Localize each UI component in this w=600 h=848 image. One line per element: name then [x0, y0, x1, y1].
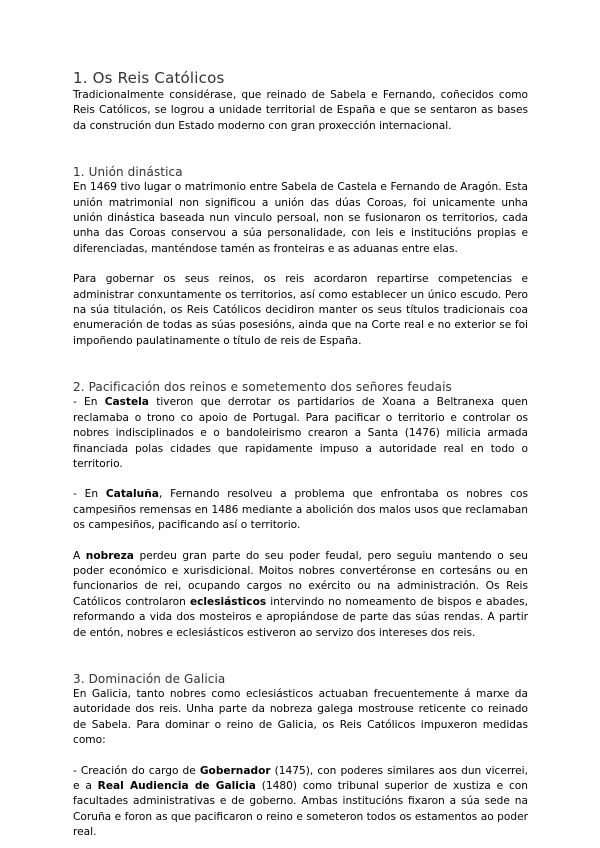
section-heading-union-dinastica: 1. Unión dinástica — [73, 165, 183, 180]
paragraph-nobreza: A nobreza perdeu gran parte do seu poder feudal, pero seguiu mantendo o seu poder económico e xurisdicional. Moitos nobres convertéronse en cortesáns ou en funcionarios de rei, ocupando cargos no exército ou na administración. Os Reis Católicos controlaron eclesiásticos intervindo no nomeamento de bispos e abades, reformando a vida dos mosteiros e apropiándose de parte das súas rendas. A partir de entón, nobres e eclesiásticos estiveron ao servizo dos intereses dos reis. — [73, 549, 528, 639]
bold-cataluna: Cataluña — [105, 488, 159, 501]
section-heading-dominacion-galicia: 3. Dominación de Galicia — [73, 671, 226, 686]
paragraph-cataluna: - En Cataluña, Fernando resolveu a problema que enfrontaba os nobres cos campesiños remensas en 1486 mediante a abolición dos malos usos que reclamaban os campesiños, pacificando así o territorio. — [73, 488, 528, 532]
paragraph-union-2: Para gobernar os seus reinos, os reis acordaron repartirse competencias e administrar conxuntamente os territorios, así como establecer un único escudo. Pero na súa titulación, os Reis Católicos decidiron manter os seus títulos tradicionais coa enumeración de todas as súas posesións, ainda que na Corte real e no exterior se foi impoñendo paulatinamente o título de reis de España. — [73, 273, 528, 347]
bold-real-audiencia: Real Audiencia de Galicia — [97, 780, 256, 792]
bold-castela: Castela — [104, 396, 149, 409]
paragraph-galicia-1: En Galicia, tanto nobres como eclesiásticos actuaban frecuentemente á marxe da autoridade dos reis. Unha parte da nobreza galega mostrouse reticente co reinado de Sabela. Para dominar o reino de Galicia, os Reis Católicos impuxeron medidas como: — [73, 687, 528, 747]
section-heading-pacificacion: 2. Pacificación dos reinos e sometemento dos señores feudais — [73, 380, 452, 395]
bold-eclesiasticos: eclesiásticos — [189, 595, 267, 608]
section-heading-reis-catolicos: 1. Os Reis Católicos — [73, 69, 225, 87]
paragraph-castela: - En Castela tiveron que derrotar os partidarios de Xoana a Beltranexa quen reclamaba o trono co apoio de Portugal. Para pacificar o territorio e controlar os nobres indisciplinados e o bandoleirismo crearon a Santa (1476) milicia armada financiada polas cidades que rapidamente impuso a autoridade real en todo o territorio. — [73, 396, 529, 470]
paragraph-intro: Tradicionalmente considérase, que reinado de Sabela e Fernando, coñecidos como Reis Católicos, se logrou a unidade territorial de España e que se sentaron as bases da construción dun Estado moderno con gran proxección internacional. — [73, 89, 528, 132]
document-content — [73, 68, 528, 841]
bold-gobernador: Gobernador — [199, 764, 271, 777]
paragraph-union-1: En 1469 tivo lugar o matrimonio entre Sabela de Castela e Fernando de Aragón. Esta unión matrimonial non significou a unión das dúas Coroas, foi unicamente unha unión dinástica baseada nun vinculo persoal, non se fusionaron os territorios, cada unha das Coroas conservou a súa personalidade, con leis e institucións propias e diferenciadas, manténdose tamén as fronteiras e as aduanas entre elas. — [73, 181, 528, 255]
bold-nobreza: nobreza — [85, 549, 134, 562]
paragraph-galicia-2: - Creación do cargo de Gobernador (1475), con poderes similares aos dun vicerrei, e a Real Audiencia de Galicia (1480) como tribunal superior de xustiza e con facultades administrativas e de goberno. Ambas institucións fixaron a súa sede na Coruña e foron as que pacificaron o reino e someteron todos os estamentos ao poder real. — [73, 764, 528, 839]
